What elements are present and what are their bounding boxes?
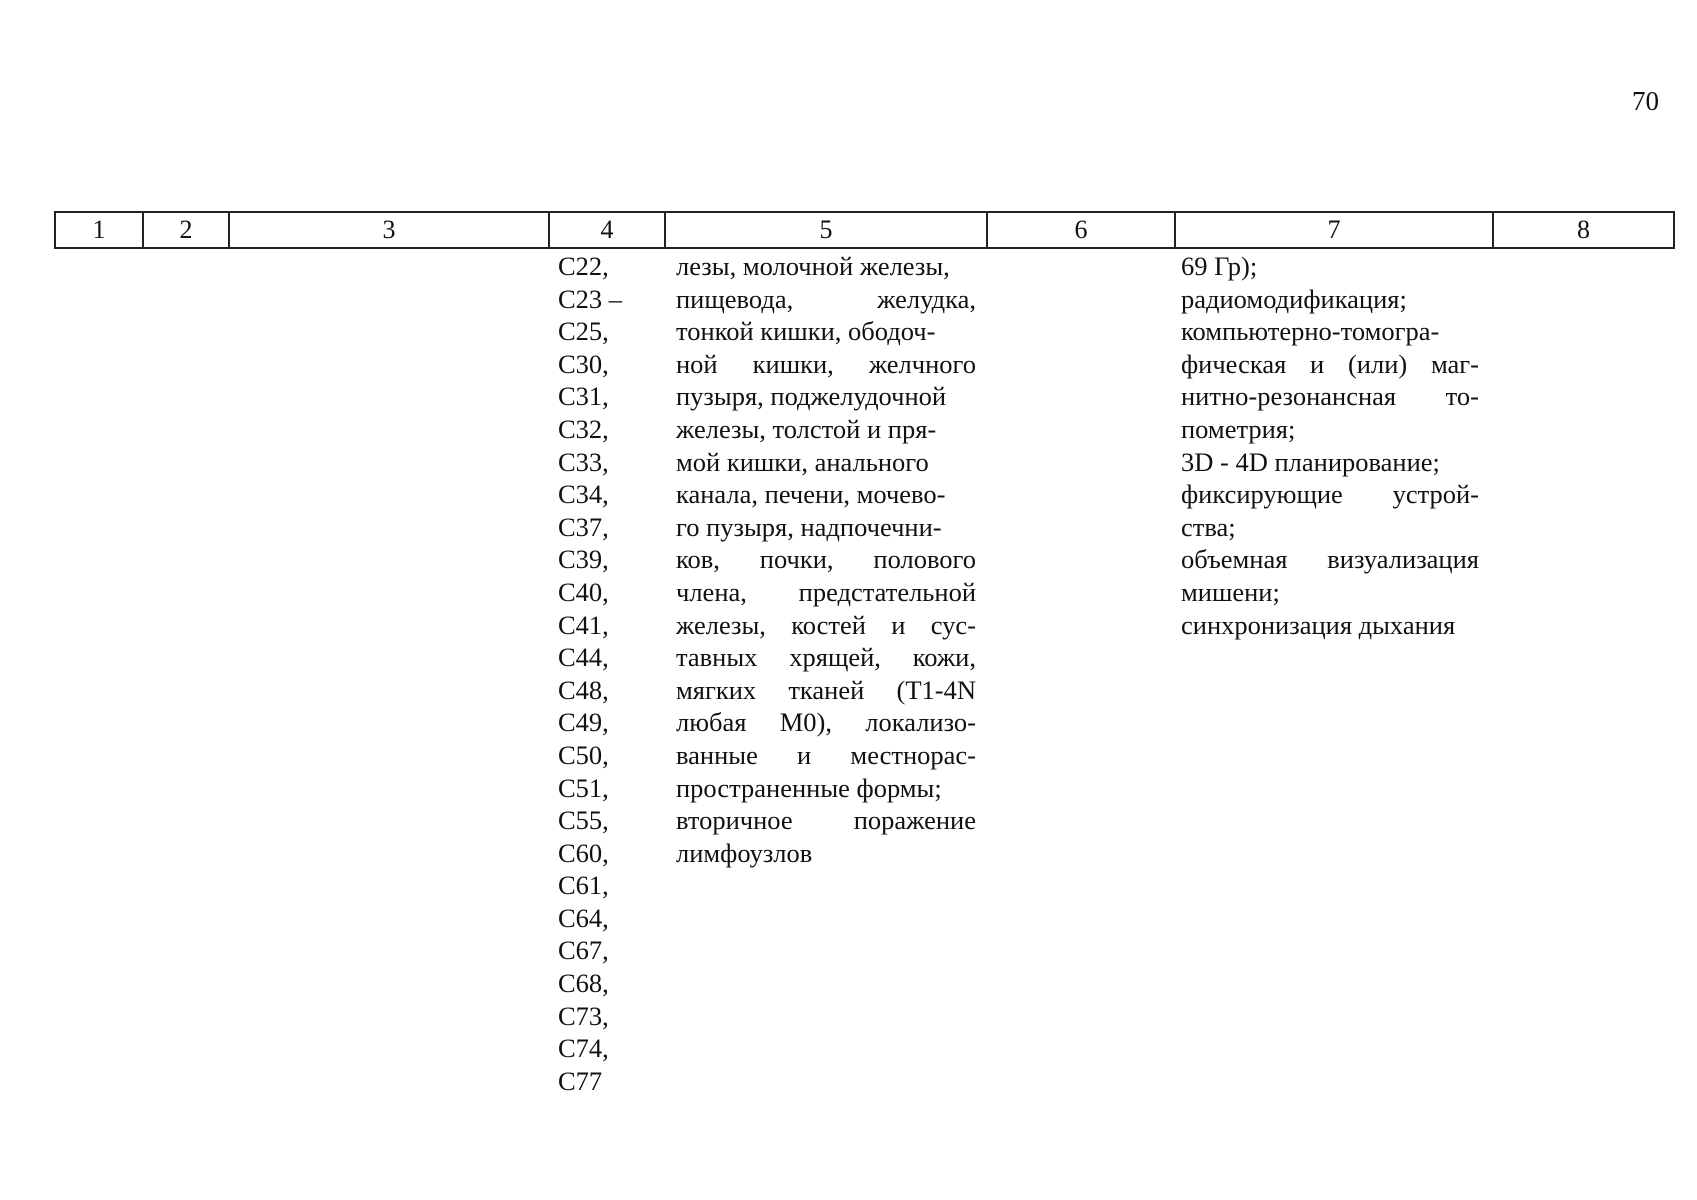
method-line: мишени;	[1181, 576, 1280, 607]
diagnosis-code: C22,	[558, 251, 609, 281]
diagnosis-code: C48,	[558, 674, 609, 705]
diagnosis-code: C41,	[558, 609, 609, 640]
header-cell-5: 5	[665, 212, 987, 248]
description-column	[676, 250, 976, 869]
method-line: нитно-резонансная то-	[1181, 381, 1479, 412]
header-cell-3: 3	[229, 212, 549, 248]
header-cell-2: 2	[143, 212, 229, 248]
description-line: железы, толстой и пря-	[676, 413, 937, 444]
method-line: фическая и (или) маг-	[1181, 348, 1479, 379]
method-line: ства;	[1181, 511, 1236, 542]
diagnosis-code: C60,	[558, 837, 609, 868]
description-line: лимфоузлов	[676, 837, 813, 868]
header-cell-8: 8	[1493, 212, 1674, 248]
description-line: пузыря, поджелудочной	[676, 381, 947, 412]
diagnosis-code: C68,	[558, 968, 609, 999]
description-line: го пузыря, надпочечни-	[676, 511, 942, 542]
description-line: пищевода, желудка,	[676, 283, 976, 314]
description-line: тавных хрящей, кожи,	[676, 642, 976, 673]
diagnosis-code: C30,	[558, 348, 609, 379]
method-line: радиомодификация;	[1181, 283, 1407, 314]
description-line: лезы, молочной железы,	[676, 251, 950, 281]
description-line: канала, печени, мочево-	[676, 479, 946, 510]
description-line: вторичное поражение	[676, 805, 976, 836]
method-line: 3D - 4D планирование;	[1181, 446, 1440, 477]
diagnosis-code: C61,	[558, 870, 609, 901]
diagnosis-code: C32,	[558, 413, 609, 444]
method-line: фиксирующие устрой-	[1181, 479, 1479, 510]
method-line: объемная визуализация	[1181, 544, 1479, 575]
diagnosis-codes-column	[558, 250, 668, 1097]
description-line: ной кишки, желчного	[676, 348, 976, 379]
diagnosis-code: C64,	[558, 902, 609, 933]
diagnosis-code: C67,	[558, 935, 609, 966]
diagnosis-code: C37,	[558, 511, 609, 542]
diagnosis-code: C25,	[558, 316, 609, 347]
diagnosis-code: C50,	[558, 739, 609, 770]
page-number: 70	[1632, 86, 1659, 116]
diagnosis-code: C33,	[558, 446, 609, 477]
diagnosis-code: C44,	[558, 642, 609, 673]
description-line: ванные и местнорас-	[676, 739, 976, 770]
diagnosis-code: C74,	[558, 1033, 609, 1064]
column-number-header	[54, 211, 1675, 249]
diagnosis-code: C55,	[558, 805, 609, 836]
description-line: члена, предстательной	[676, 576, 976, 607]
treatment-method-column	[1181, 250, 1479, 641]
diagnosis-code: C34,	[558, 479, 609, 510]
description-line: ков, почки, полового	[676, 544, 976, 575]
description-line: тонкой кишки, ободоч-	[676, 316, 936, 347]
description-line: любая M0), локализо-	[676, 707, 976, 738]
diagnosis-code: C40,	[558, 576, 609, 607]
method-line: компьютерно-томогра-	[1181, 316, 1440, 347]
description-line: мой кишки, анального	[676, 446, 929, 477]
diagnosis-code: C23 –	[558, 283, 623, 314]
diagnosis-code: C77	[558, 1065, 603, 1096]
header-cell-7: 7	[1175, 212, 1493, 248]
diagnosis-code: C31,	[558, 381, 609, 412]
header-cell-1: 1	[55, 212, 143, 248]
description-line: мягких тканей (T1-4N	[676, 674, 976, 705]
method-line: 69 Гр);	[1181, 251, 1258, 281]
diagnosis-code: C51,	[558, 772, 609, 803]
method-line: пометрия;	[1181, 413, 1296, 444]
header-cell-4: 4	[549, 212, 665, 248]
diagnosis-code: C73,	[558, 1000, 609, 1031]
header-cell-6: 6	[987, 212, 1175, 248]
description-line: пространенные формы;	[676, 772, 942, 803]
description-line: железы, костей и сус-	[676, 609, 976, 640]
method-line: синхронизация дыхания	[1181, 609, 1456, 640]
header-row	[55, 212, 1674, 248]
diagnosis-code: C49,	[558, 707, 609, 738]
diagnosis-code: C39,	[558, 544, 609, 575]
